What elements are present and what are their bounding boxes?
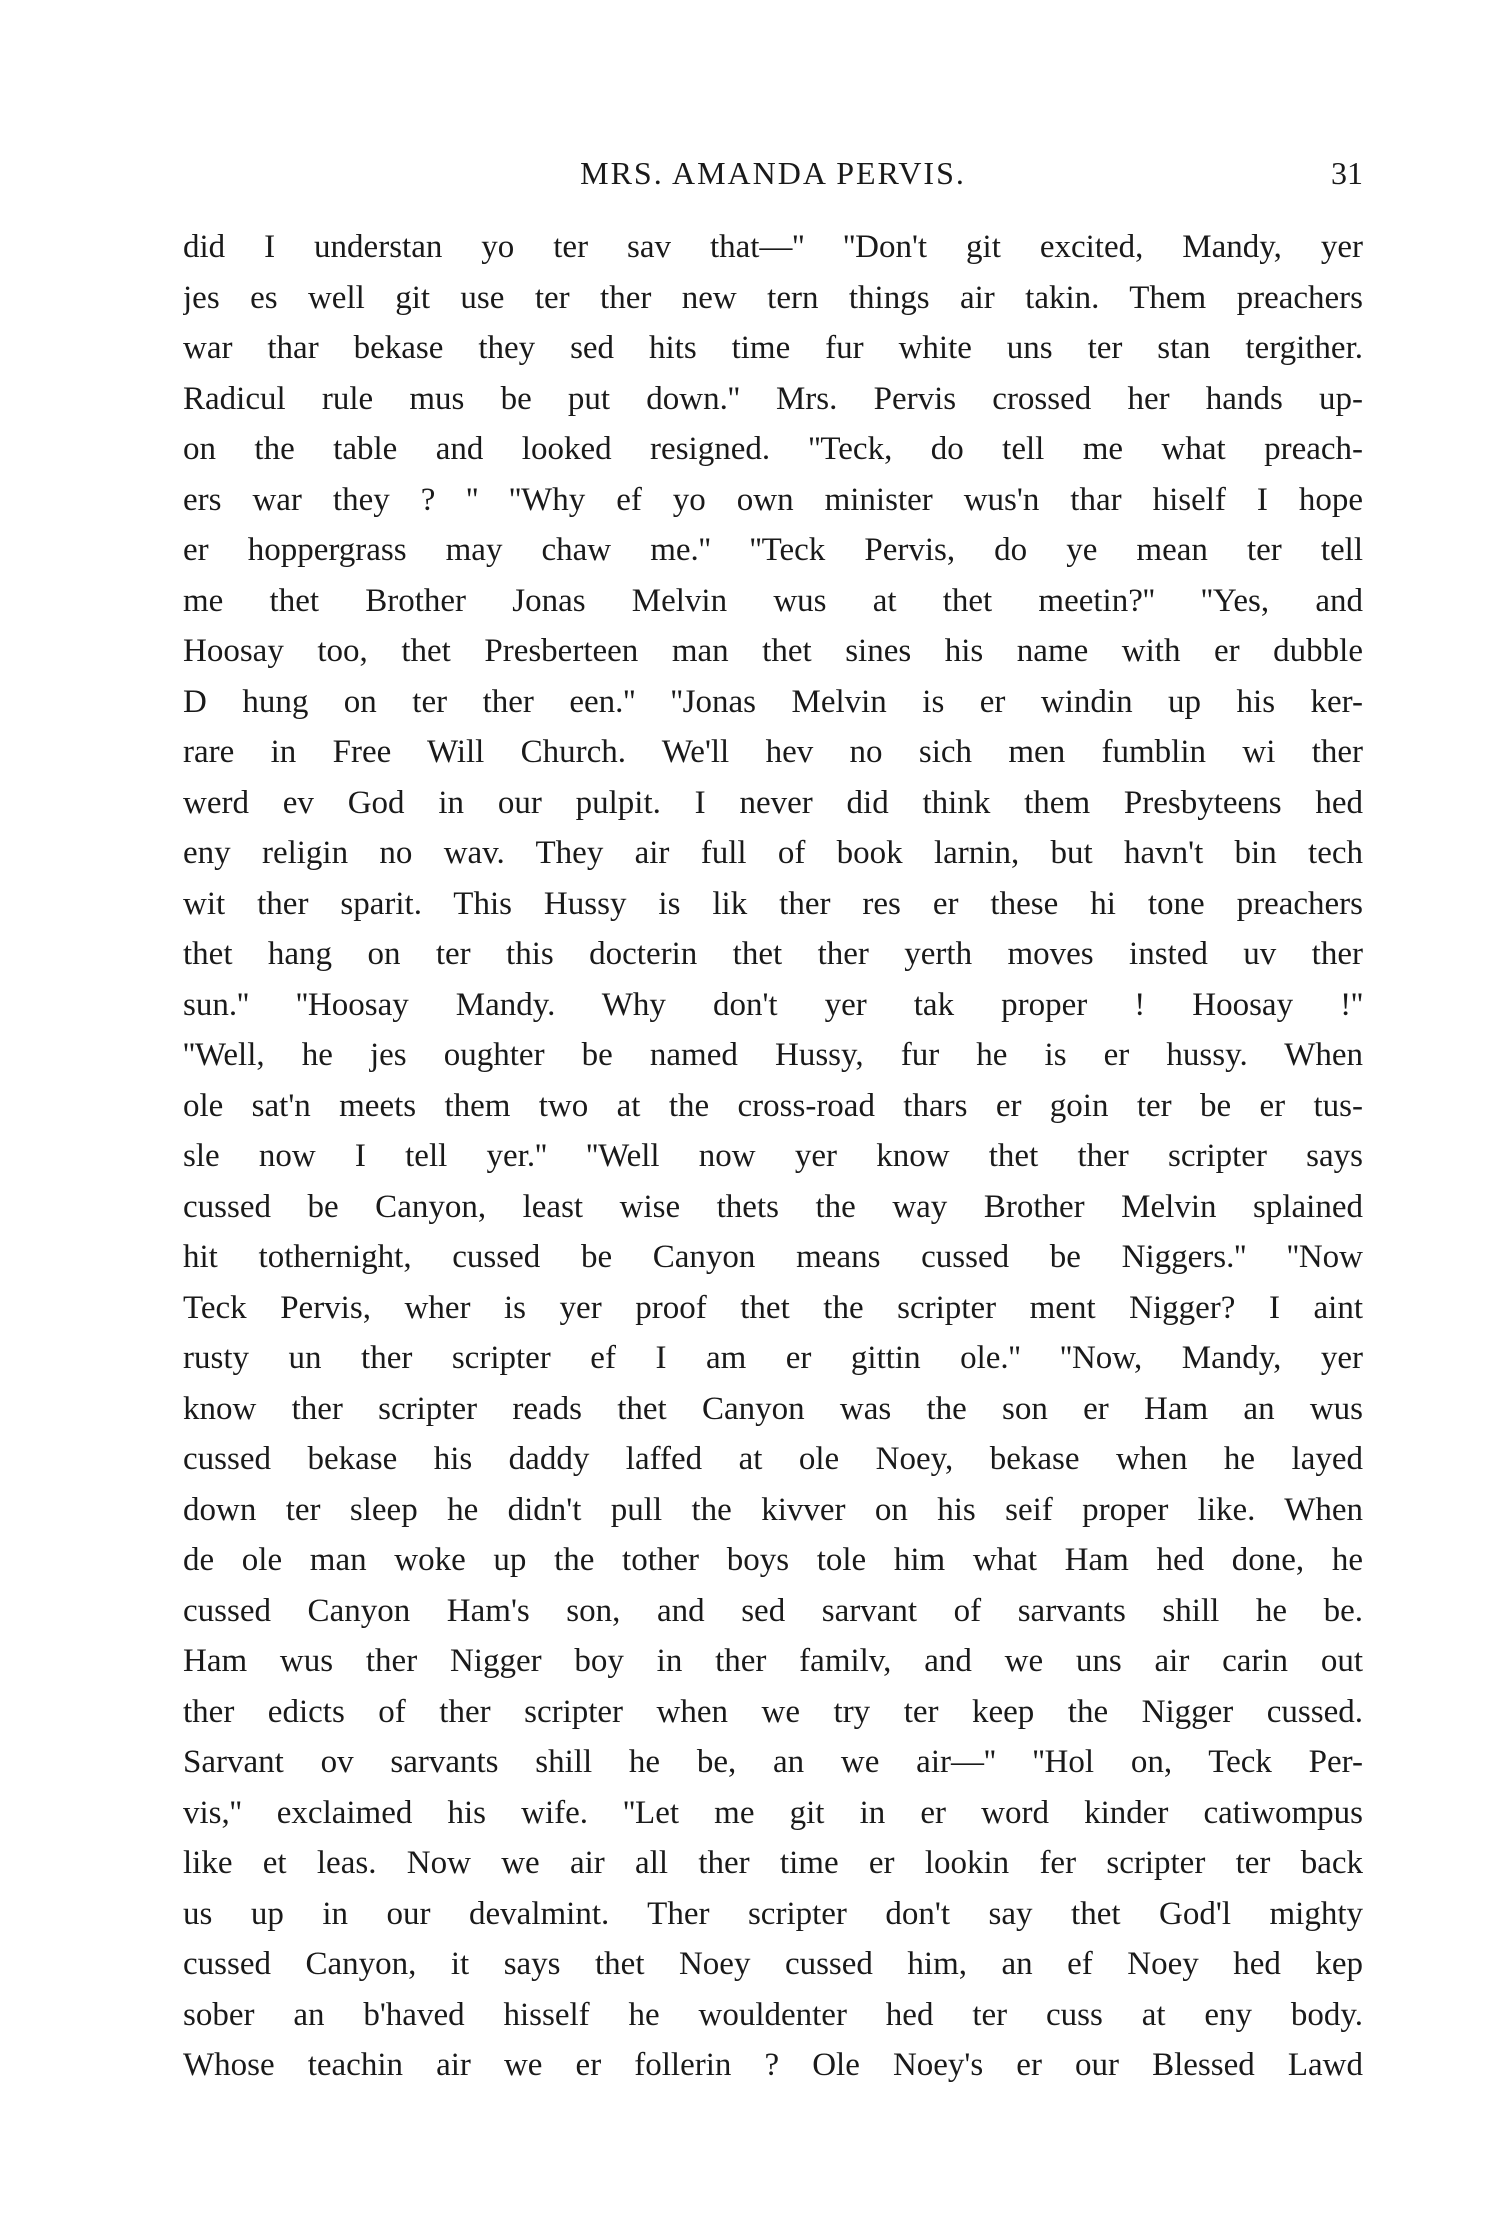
text-line: sle now I tell yer.'' ''Well now yer know thet ther scripter says	[183, 1138, 1363, 1174]
text-line: Whose teachin air we er follerin ? Ole Noey's er our Blessed Lawd	[183, 2047, 1363, 2083]
text-line: Radicul rule mus be put down.'' Mrs. Pervis crossed her hands up-	[183, 380, 1363, 417]
text-line: er hoppergrass may chaw me.'' ''Teck Pervis, do ye mean ter tell	[183, 532, 1363, 568]
text-line: D hung on ter ther een.'' ''Jonas Melvin is er windin up his ker-	[183, 683, 1363, 720]
body-text	[183, 222, 1363, 2091]
text-line: sober an b'haved hisself he wouldenter hed ter cuss at eny body.	[183, 1996, 1363, 2033]
text-line: thet hang on ter this docterin thet ther yerth moves insted uv ther	[183, 936, 1363, 972]
text-line: wit ther sparit. This Hussy is lik ther res er these hi tone preachers	[183, 885, 1363, 922]
text-line: sun.'' ''Hoosay Mandy. Why don't yer tak proper ! Hoosay !''	[183, 986, 1363, 1023]
text-line: know ther scripter reads thet Canyon was the son er Ham an wus	[183, 1390, 1363, 1427]
text-line: de ole man woke up the tother boys tole him what Ham hed done, he	[183, 1542, 1363, 1578]
text-line: cussed be Canyon, least wise thets the way Brother Melvin splained	[183, 1188, 1363, 1225]
text-line: Sarvant ov sarvants shill he be, an we air—'' ''Hol on, Teck Per-	[183, 1744, 1363, 1780]
text-line: war thar bekase they sed hits time fur white uns ter stan tergither.	[183, 330, 1363, 366]
text-line: jes es well git use ter ther new tern things air takin. Them preachers	[183, 279, 1363, 316]
text-line: cussed bekase his daddy laffed at ole Noey, bekase when he layed	[183, 1441, 1363, 1477]
text-line: cussed Canyon, it says thet Noey cussed him, an ef Noey hed kep	[183, 1946, 1363, 1982]
text-line: rusty un ther scripter ef I am er gittin ole.'' ''Now, Mandy, yer	[183, 1340, 1363, 1376]
text-line: vis,'' exclaimed his wife. ''Let me git in er word kinder catiwompus	[183, 1794, 1363, 1831]
text-line: did I understan yo ter sav that—'' ''Don't git excited, Mandy, yer	[183, 229, 1363, 265]
text-line: Hoosay too, thet Presberteen man thet sines his name with er dubble	[183, 633, 1363, 669]
text-line: us up in our devalmint. Ther scripter don't say thet God'l mighty	[183, 1895, 1363, 1932]
text-line: me thet Brother Jonas Melvin wus at thet meetin?'' ''Yes, and	[183, 582, 1363, 619]
text-line: down ter sleep he didn't pull the kivver on his seif proper like. When	[183, 1491, 1363, 1528]
running-title: MRS. AMANDA PERVIS.	[580, 155, 966, 191]
text-line: ''Well, he jes oughter be named Hussy, fur he is er hussy. When	[183, 1037, 1363, 1073]
text-line: on the table and looked resigned. ''Teck, do tell me what preach-	[183, 431, 1363, 467]
text-line: ers war they ? '' ''Why ef yo own minister wus'n thar hiself I hope	[183, 481, 1363, 518]
text-line: hit tothernight, cussed be Canyon means cussed be Niggers.'' ''Now	[183, 1239, 1363, 1275]
text-line: rare in Free Will Church. We'll hev no sich men fumblin wi ther	[183, 734, 1363, 770]
text-line: werd ev God in our pulpit. I never did think them Presbyteens hed	[183, 784, 1363, 821]
page-number: 31	[1331, 155, 1363, 191]
text-line: ole sat'n meets them two at the cross-road thars er goin ter be er tus-	[183, 1087, 1363, 1124]
text-line: cussed Canyon Ham's son, and sed sarvant of sarvants shill he be.	[183, 1592, 1363, 1629]
text-line: like et leas. Now we air all ther time er lookin fer scripter ter back	[183, 1845, 1363, 1881]
text-line: ther edicts of ther scripter when we try ter keep the Nigger cussed.	[183, 1693, 1363, 1730]
text-line: Teck Pervis, wher is yer proof thet the scripter ment Nigger? I aint	[183, 1289, 1363, 1326]
text-line: Ham wus ther Nigger boy in ther familv, and we uns air carin out	[183, 1643, 1363, 1679]
text-line: eny religin no wav. They air full of book larnin, but havn't bin tech	[183, 835, 1363, 871]
running-head	[183, 148, 1363, 198]
